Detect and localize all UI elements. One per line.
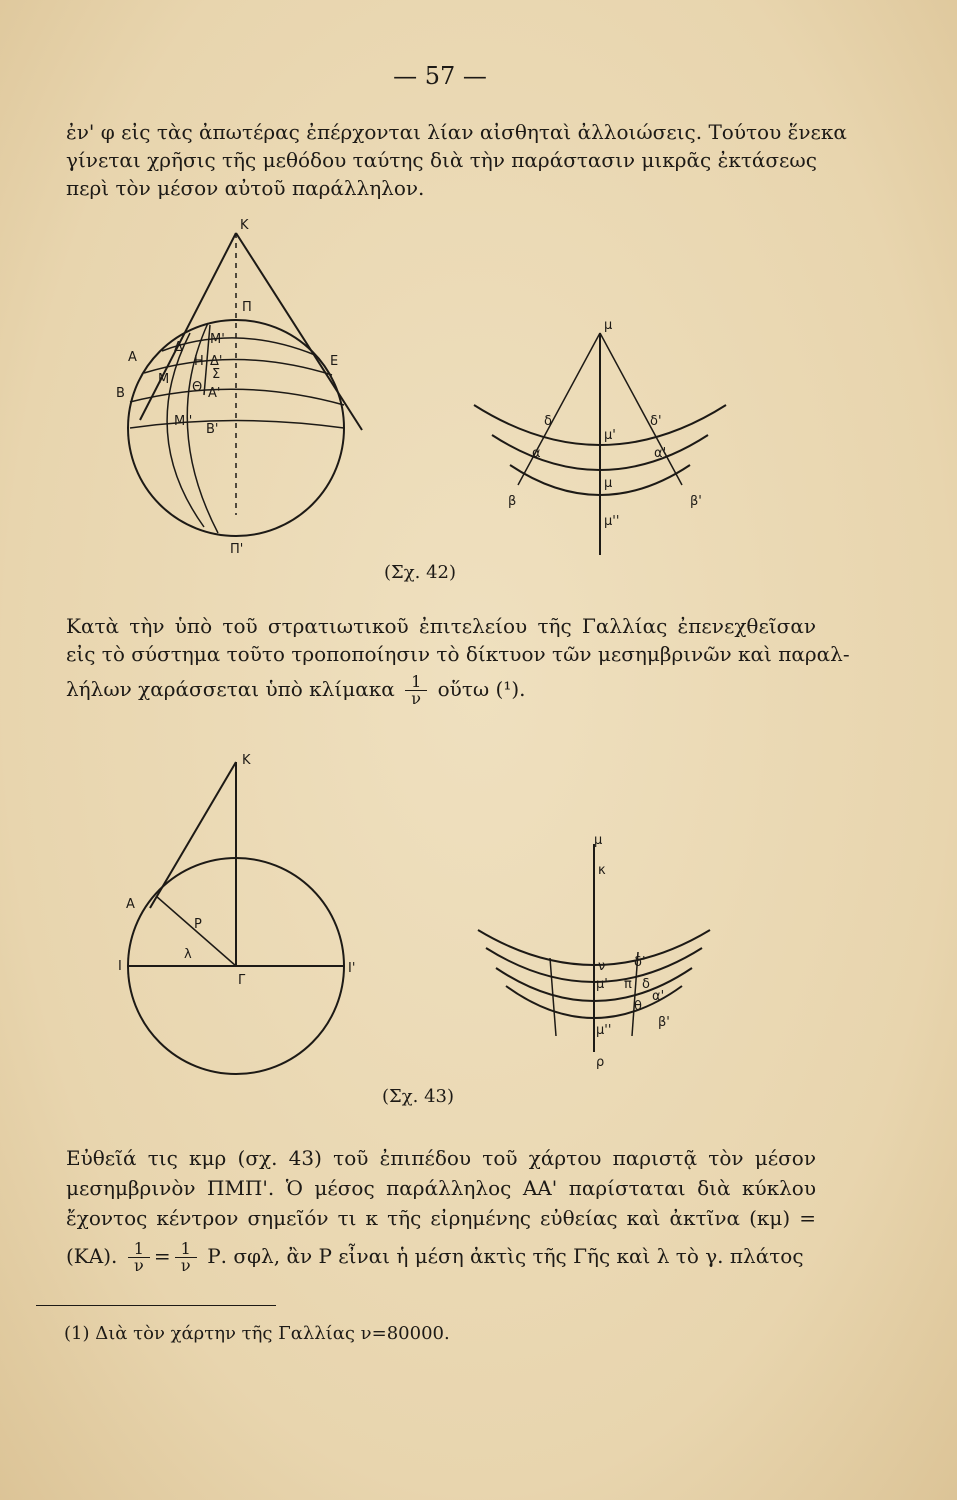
para2-line-2: εἰς τὸ σύστημα τοῦτο τροποποίησιν τὸ δίκτυον τῶν μεσημβρινῶν καὶ παραλ- (66, 642, 850, 666)
fig42-label-S: Σ (212, 367, 221, 382)
fig42-label-B: Β (116, 386, 125, 401)
fig42-label-D1: Δ' (210, 354, 223, 369)
fig43r-label-mu1: μ' (596, 977, 608, 992)
fig42-label-P: Π (242, 300, 252, 315)
paragraph-1 (66, 118, 847, 202)
grid-meridian-left (550, 958, 556, 1036)
fig43r-label-delta: δ (642, 977, 650, 992)
fig42-label-P1: Π' (230, 542, 244, 555)
page-number: — 57 — (393, 62, 487, 90)
paragraph-2 (66, 612, 850, 708)
parallel-4 (130, 421, 344, 429)
scale-frac-den: ν (411, 689, 422, 708)
parallel-1 (162, 338, 315, 355)
cone-edge-right (600, 333, 682, 485)
fig43-cross-section (110, 748, 400, 1078)
para2-line-3 (66, 674, 816, 707)
para3-line-1: Εὐθεῖά τις κμρ (σχ. 43) τοῦ ἐπιπέδου τοῦ χάρτου παριστᾷ τὸν μέσον (66, 1146, 816, 1170)
fig42-label-B1: Β' (206, 422, 219, 437)
fig43r-label-rho: ρ (596, 1055, 605, 1070)
fig42-developed-cone (460, 315, 740, 565)
fig43-label-lambda: λ (184, 947, 192, 962)
para2-line3-before: λήλων χαράσσεται ὑπὸ κλίμακα (66, 677, 395, 701)
fig43r-label-alpha1: α' (652, 989, 665, 1004)
parallel-2 (144, 359, 332, 375)
fig42r-label-beta: β (508, 494, 517, 509)
cone-edge-left (518, 333, 600, 485)
frac2-den: ν (180, 1256, 191, 1275)
fig43r-label-mu2: μ'' (596, 1023, 612, 1038)
para3-line4-a: (ΚΑ). (66, 1244, 118, 1268)
para1-line-3: περὶ τὸν μέσον αὐτοῦ παράλληλον. (66, 176, 425, 200)
fig43-caption: (Σχ. 43) (382, 1086, 455, 1107)
cone-right-line (236, 233, 362, 430)
scale-fraction (405, 674, 427, 707)
fig42-label-K: Κ (240, 218, 249, 233)
fig43-label-K: Κ (242, 753, 251, 768)
fig42-label-M: Μ (158, 372, 170, 387)
fig43r-label-nu: ν (598, 959, 606, 974)
para1-line-1: ἐν' φ εἰς τὰς ἀπωτέρας ἐπέρχονται λίαν αἰσθηταὶ ἀλλοιώσεις. Τούτου ἕνεκα (66, 120, 847, 144)
fig42r-label-delta: δ (544, 414, 552, 429)
fig42r-label-alpha1: α' (654, 446, 667, 461)
frac1-num: 1 (128, 1241, 150, 1258)
fig42r-label-mu2: μ'' (604, 514, 620, 529)
fig43r-label-delta1: δ' (634, 955, 646, 970)
frac1-den: ν (133, 1256, 144, 1275)
footnote-rule (36, 1305, 276, 1306)
fig42-label-D: Δ (174, 340, 183, 355)
fraction-1 (128, 1241, 150, 1274)
fig43-label-R: Ρ (194, 917, 202, 932)
fraction-2 (175, 1241, 197, 1274)
frac2-num: 1 (175, 1241, 197, 1258)
fig43-label-I1: Ι' (348, 961, 356, 976)
para3-line-2: μεσημβρινὸν ΠΜΠ'. Ὁ μέσος παράλληλος ΑΑ' παρίσταται διὰ κύκλου (66, 1176, 816, 1200)
fig43-label-G: Γ (238, 973, 246, 988)
para3-line4-b: Ρ. σφλ, ἂν Ρ εἶναι ἡ μέση ἀκτὶς τῆς Γῆς καὶ λ τὸ γ. πλάτος (207, 1244, 804, 1268)
para2-line3-after: οὕτω (¹). (437, 677, 526, 701)
fig43-grid (470, 830, 740, 1080)
fig42-label-A: Α (128, 350, 137, 365)
fig42r-label-alpha: α (532, 446, 541, 461)
fig42r-label-mu-mid: μ (604, 476, 613, 491)
fig42r-label-delta1: δ' (650, 414, 662, 429)
para1-line-2: γίνεται χρῆσις τῆς μεθόδου ταύτης διὰ τὴν παράστασιν μικρᾶς ἐκτάσεως (66, 148, 817, 172)
fig43r-label-pi: π (624, 977, 632, 992)
fig43r-label-beta1: β' (658, 1015, 670, 1030)
fig42-label-M1: Μ' (210, 332, 225, 347)
fig42-caption: (Σχ. 42) (384, 562, 457, 583)
para2-line-1: Κατὰ τὴν ὑπὸ τοῦ στρατιωτικοῦ ἐπιτελείου τῆς Γαλλίας ἐπενεχθεῖσαν (66, 614, 816, 638)
fig42r-label-mu1: μ' (604, 428, 616, 443)
parallel-3 (130, 389, 344, 405)
paragraph-3 (66, 1143, 816, 1274)
fig43-label-I: Ι (118, 959, 122, 974)
fig43r-label-theta: θ (634, 999, 642, 1014)
fig42r-label-beta1: β' (690, 494, 702, 509)
fig43-label-A: Α (126, 897, 135, 912)
fig42-label-A1: Α' (208, 386, 221, 401)
fig43r-label-mu: μ (594, 833, 603, 848)
fig42-label-E: Ε (330, 354, 339, 369)
para3-equals: = (153, 1244, 171, 1268)
para3-line-3: ἔχοντος κέντρον σημεῖόν τι κ τῆς εἰρημένης εὐθείας καὶ ἀκτῖνα (κμ) = (66, 1206, 816, 1230)
para3-line-4 (66, 1241, 816, 1274)
fig42r-label-mu: μ (604, 318, 613, 333)
fig42-label-H: Η (194, 354, 204, 369)
fig42-globe-diagram (100, 215, 390, 555)
fig42-label-M2: Μ'' (174, 414, 193, 429)
footnote: (1) Διὰ τὸν χάρτην τῆς Γαλλίας ν=80000. (64, 1323, 450, 1344)
scale-frac-num: 1 (405, 674, 427, 691)
fig43r-label-k: κ (598, 863, 606, 878)
fig42-label-Th: Θ (192, 380, 203, 395)
